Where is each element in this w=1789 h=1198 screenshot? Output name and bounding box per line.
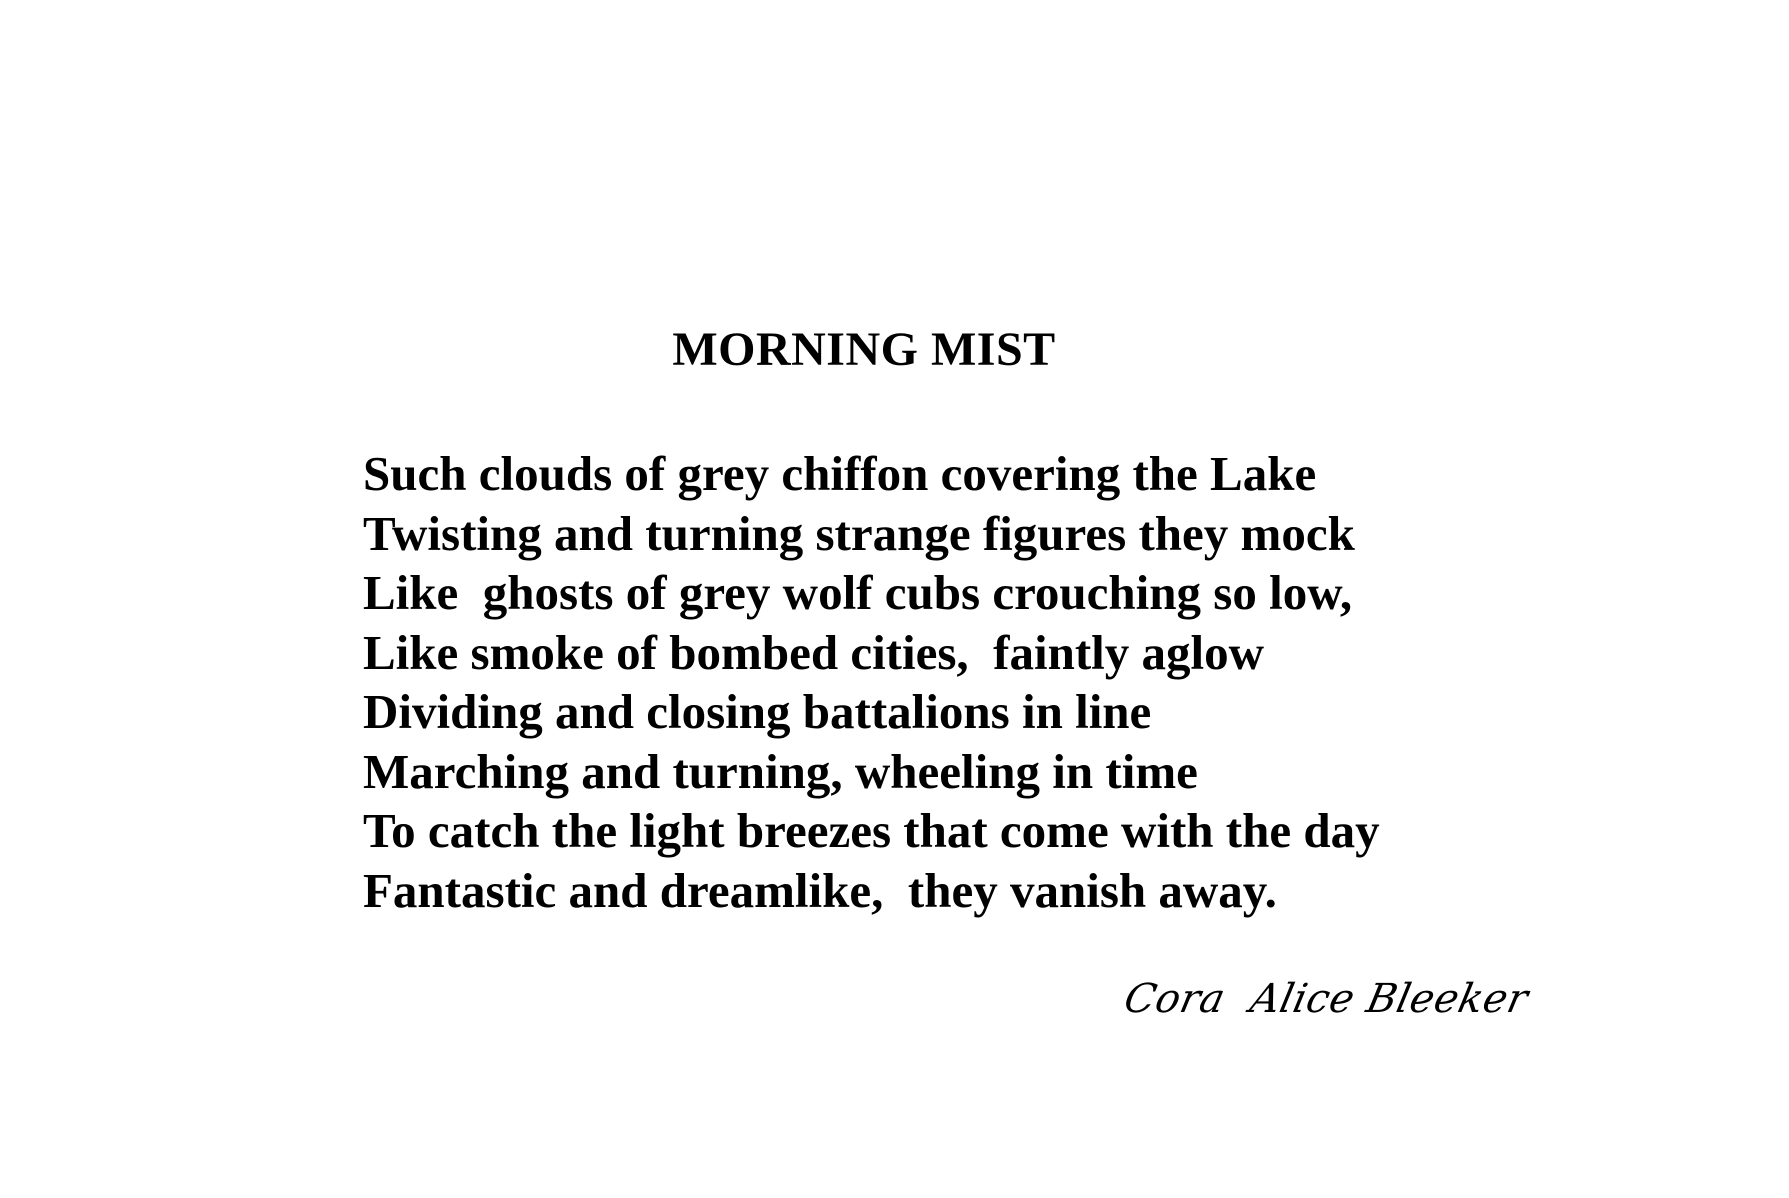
poem-line: Dividing and closing battalions in line bbox=[363, 684, 1152, 739]
poem-line: Marching and turning, wheeling in time bbox=[363, 743, 1198, 799]
author-signature: Cora Alice Bleeker bbox=[1120, 976, 1533, 1022]
poem-line: To catch the light breezes that come with the day bbox=[363, 803, 1380, 858]
poem-line: Twisting and turning strange figures they mock bbox=[363, 505, 1355, 561]
poem-line: Such clouds of grey chiffon covering the Lake bbox=[363, 446, 1317, 501]
poem-title: MORNING MIST bbox=[672, 323, 1056, 376]
poem-line: Like ghosts of grey wolf cubs crouching so low, bbox=[363, 565, 1353, 620]
poem-line: Like smoke of bombed cities, faintly aglow bbox=[363, 624, 1265, 680]
poem-line: Fantastic and dreamlike, they vanish away. bbox=[363, 862, 1277, 918]
poem-stanza bbox=[363, 444, 1380, 920]
